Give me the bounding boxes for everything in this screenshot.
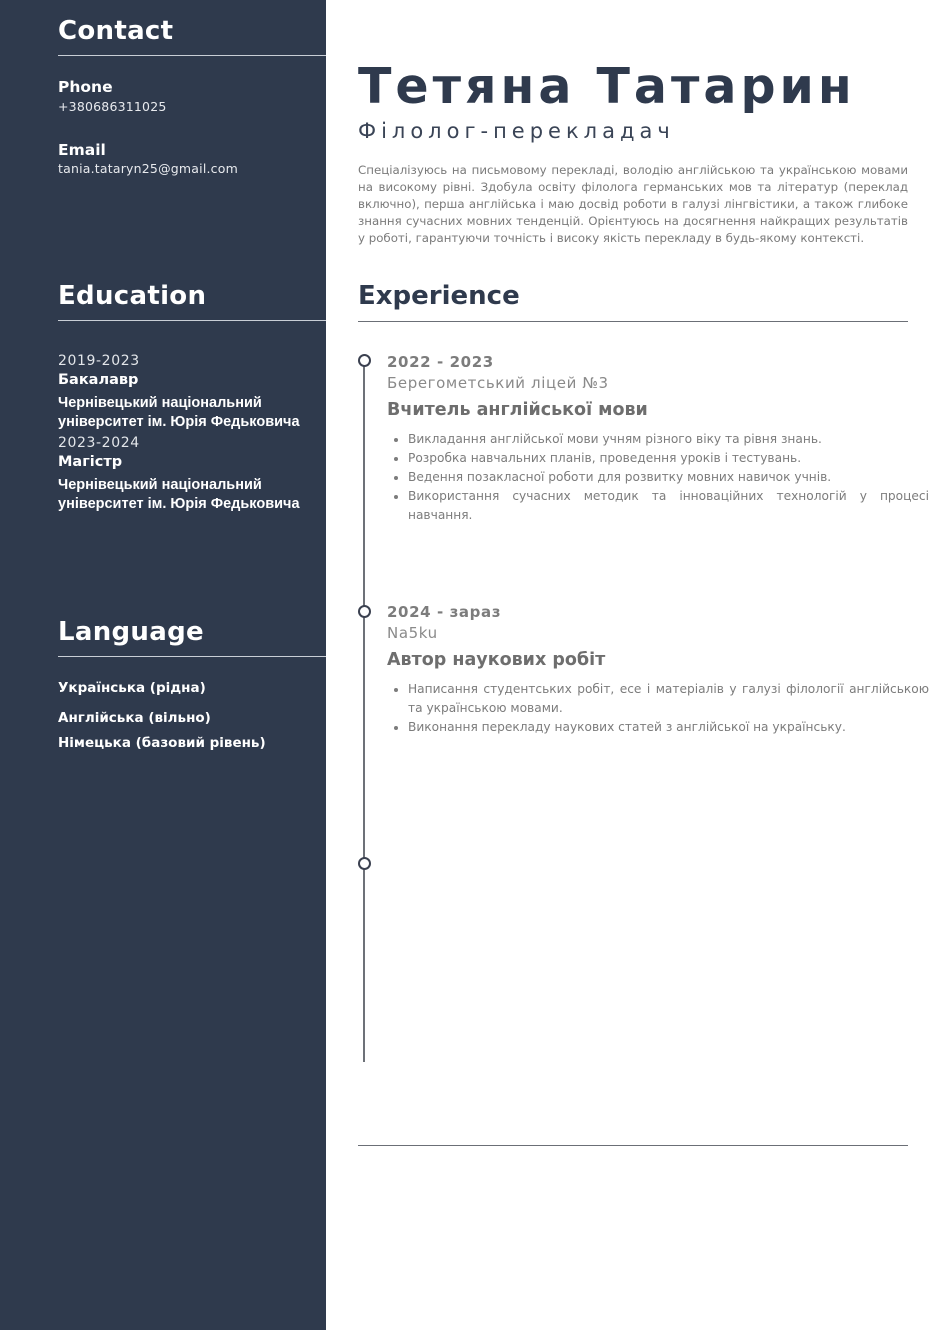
education-degree: Бакалавр — [58, 372, 139, 388]
timeline-dot — [358, 857, 371, 870]
timeline-line — [363, 360, 365, 1062]
duty-item: • Використання сучасних методик та інноваційних технологій у процесі навчання. — [408, 487, 929, 525]
duty-item: • Виконання перекладу наукових статей з англійської на українську. — [408, 718, 929, 737]
timeline-dot — [358, 354, 371, 367]
education-school: Чернівецький національний університет ім. Юрія Федьковича — [58, 477, 300, 512]
duty-item: • Ведення позакласної роботи для розвитку мовних навичок учнів. — [408, 468, 929, 487]
job-company: Na5ku — [387, 624, 438, 642]
education-school: Чернівецький національний університет ім. Юрія Федьковича — [58, 395, 300, 430]
job-company: Берегометський ліцей №3 — [387, 374, 609, 392]
language-item: Англійська (вільно) — [58, 710, 211, 726]
job-duties — [387, 430, 929, 525]
contact-heading: Contact — [58, 16, 174, 46]
duty-item: • Розробка навчальних планів, проведення уроків і тестувань. — [408, 449, 929, 468]
experience-heading: Experience — [358, 281, 520, 311]
job-role: Філолог-перекладач — [358, 119, 675, 143]
job-title: Вчитель англійської мови — [387, 400, 648, 420]
experience-divider — [358, 321, 908, 322]
footer-divider — [358, 1145, 908, 1146]
duty-item: • Викладання англійської мови учням різного віку та рівня знань. — [408, 430, 929, 449]
email-value[interactable]: tania.tataryn25@gmail.com — [58, 161, 238, 176]
profile-summary: Спеціалізуюсь на письмовому перекладі, володію англійською та українською мовами на високому рівні. Здобула освіту філолога германських мов та літератур (переклад включно), перша англійська і маю досвід роботи в галузі лінгвістики, а також глибоке знання сучасних мовних тенденцій. Орієнтуюсь на досягнення найкращих результатів у роботі, гарантуючи точність і високу якість перекладу в будь-якому контексті. — [358, 163, 908, 245]
language-divider — [58, 656, 326, 657]
education-divider — [58, 320, 326, 321]
person-name: Тетяна Татарин — [358, 58, 856, 115]
language-item: Німецька (базовий рівень) — [58, 735, 266, 751]
education-years: 2019-2023 — [58, 353, 140, 369]
phone-label: Phone — [58, 78, 113, 96]
phone-value[interactable]: +380686311025 — [58, 99, 167, 114]
job-duties — [387, 680, 929, 737]
language-heading: Language — [58, 617, 204, 647]
contact-divider — [58, 55, 326, 56]
job-title: Автор наукових робіт — [387, 650, 606, 670]
education-degree: Магістр — [58, 454, 123, 470]
sidebar — [0, 0, 326, 1330]
job-period: 2024 - зараз — [387, 603, 502, 621]
language-item: Українська (рідна) — [58, 680, 206, 696]
education-years: 2023-2024 — [58, 435, 140, 451]
job-period: 2022 - 2023 — [387, 353, 494, 371]
education-heading: Education — [58, 281, 207, 311]
timeline-dot — [358, 605, 371, 618]
email-label: Email — [58, 141, 106, 159]
duty-item: • Написання студентських робіт, есе і матеріалів у галузі філології англійською та українською мовами. — [408, 680, 929, 718]
